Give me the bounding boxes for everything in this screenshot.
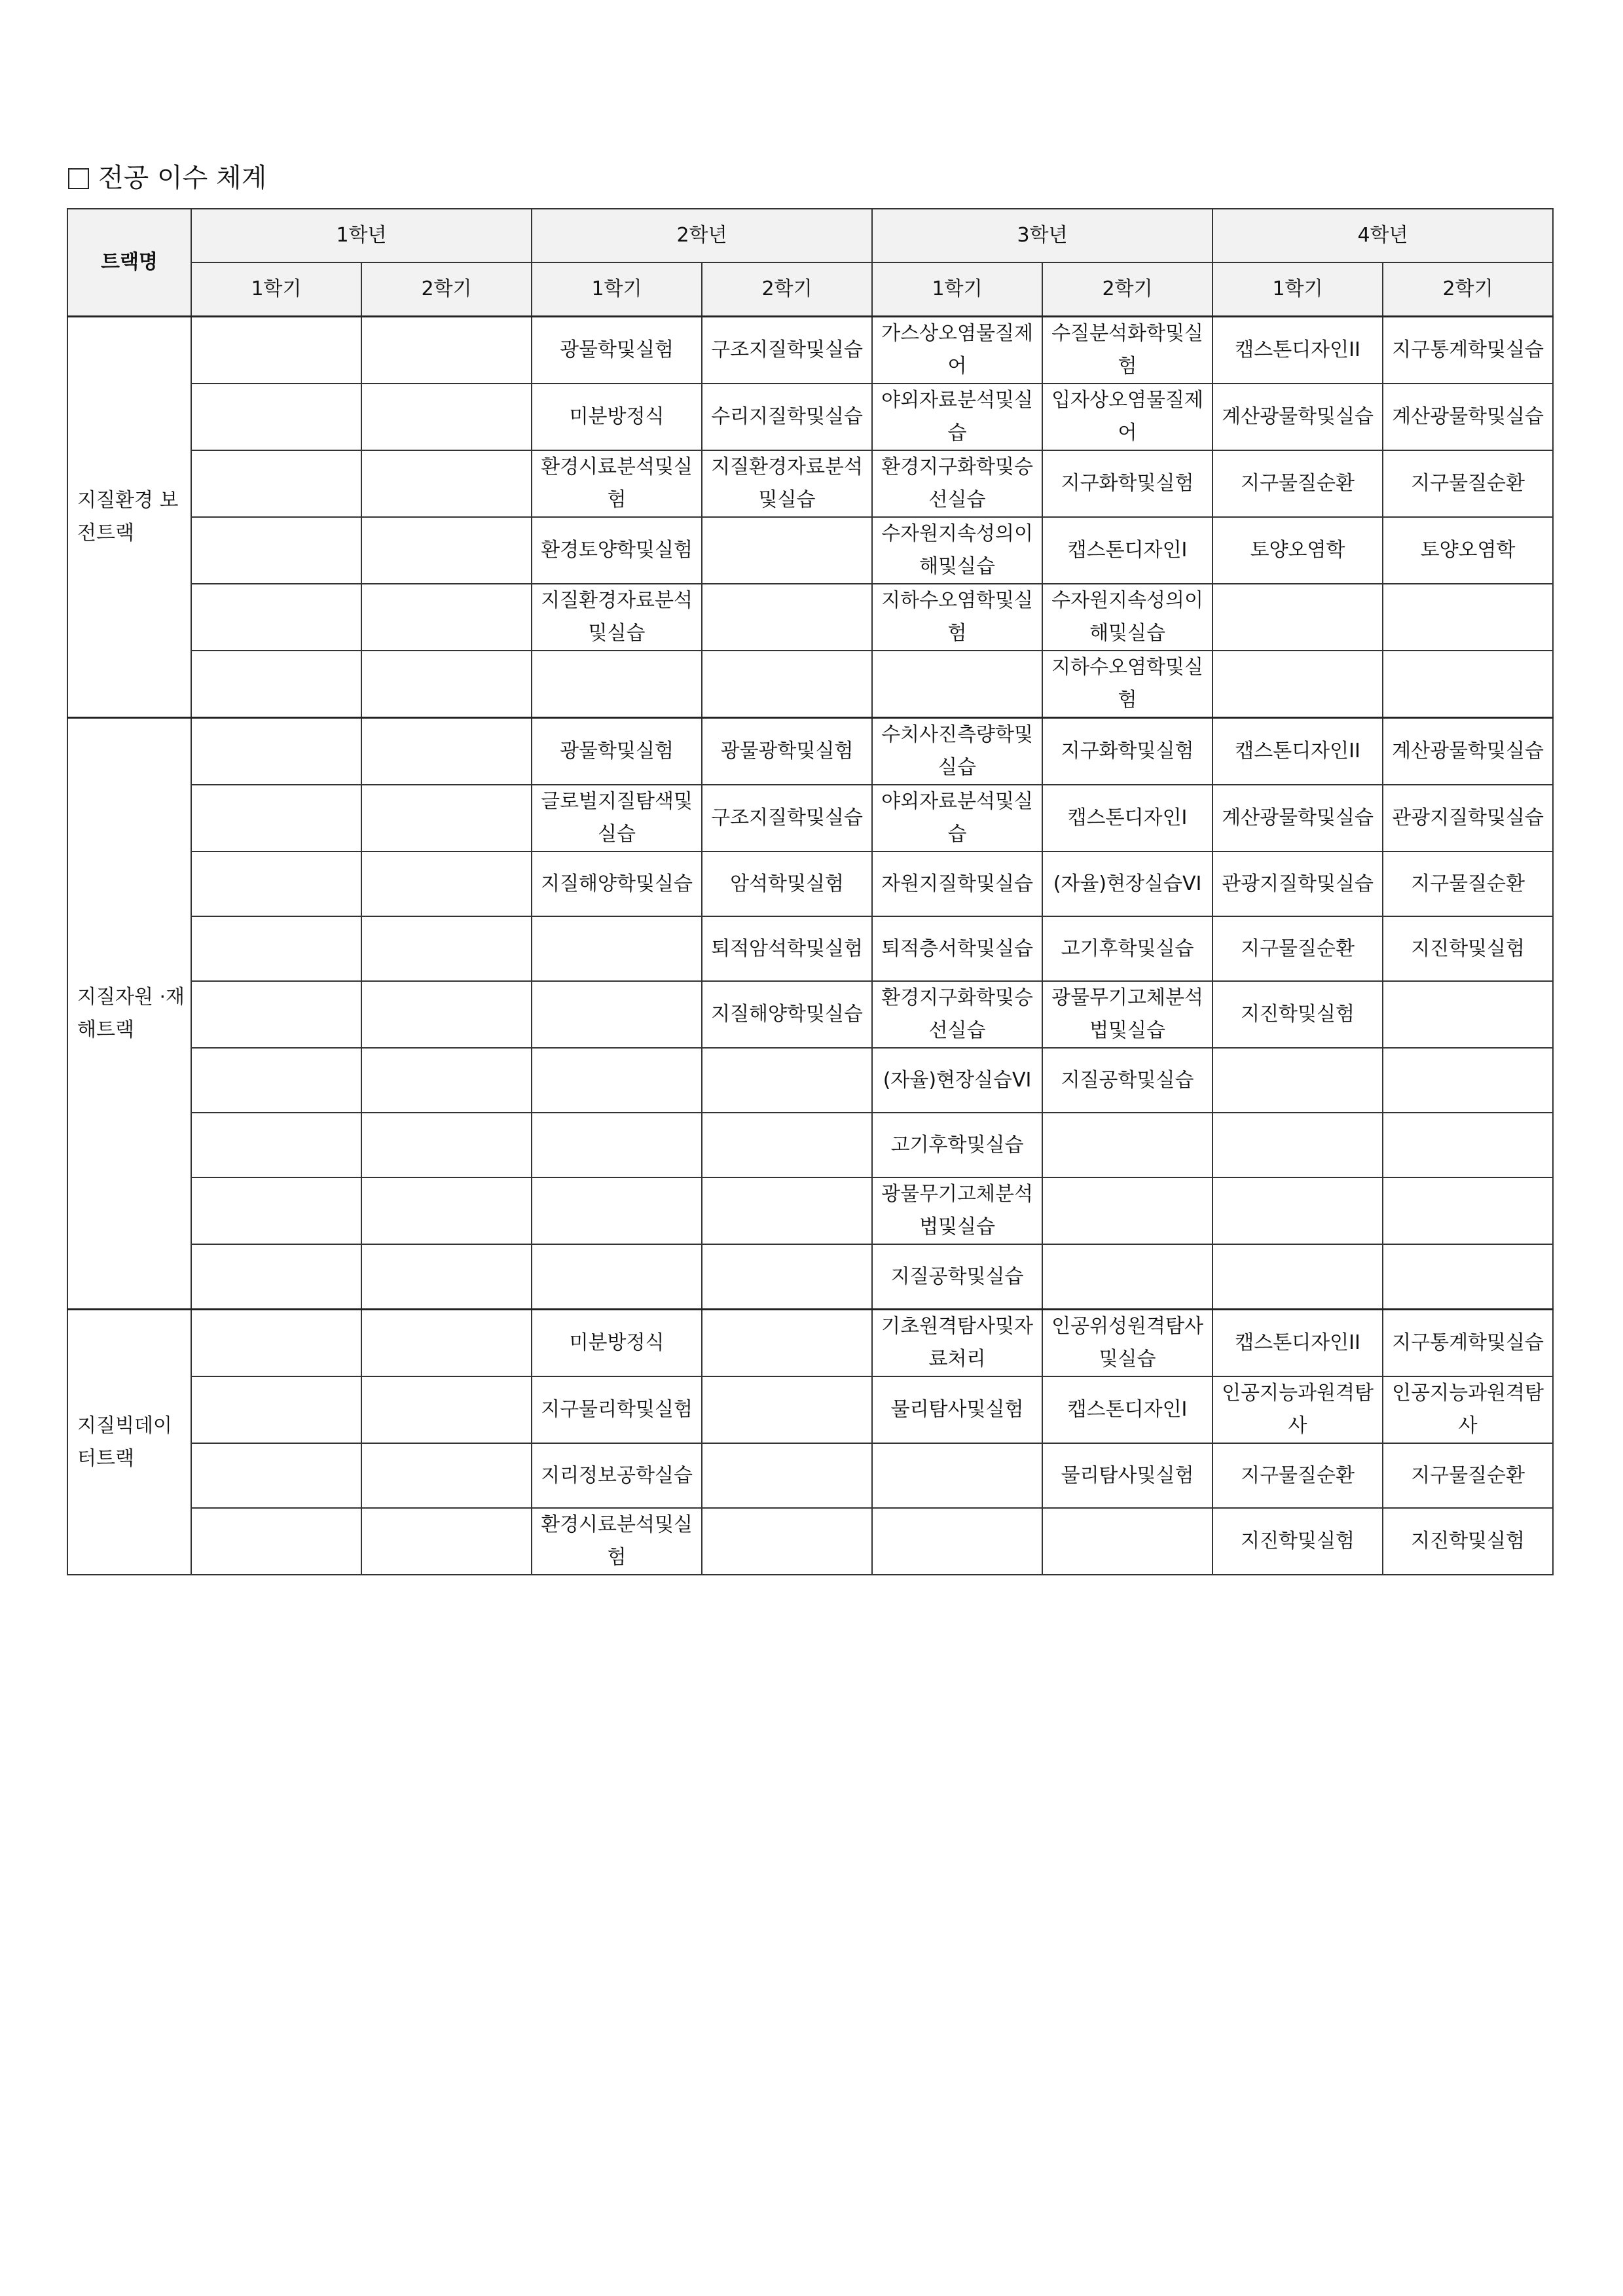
semester-header: 2학기 [702, 262, 872, 317]
course-cell: 캡스톤디자인I [1042, 517, 1213, 584]
course-cell [702, 1443, 872, 1508]
course-cell: 지질공학및실습 [872, 1244, 1042, 1310]
course-cell [532, 981, 702, 1048]
course-cell [191, 1443, 361, 1508]
course-cell [191, 517, 361, 584]
course-cell [532, 916, 702, 981]
course-cell: 지구화학및실험 [1042, 450, 1213, 517]
course-cell [1042, 1113, 1213, 1177]
course-cell [361, 1443, 532, 1508]
course-cell: (자율)현장실습VI [1042, 852, 1213, 916]
table-row [67, 1310, 1553, 1377]
course-cell [1042, 1177, 1213, 1244]
table-row [67, 651, 1553, 718]
course-cell [191, 1048, 361, 1113]
course-cell [191, 317, 361, 384]
course-cell [361, 517, 532, 584]
course-cell: 지하수오염학및실험 [1042, 651, 1213, 718]
table-row [67, 718, 1553, 785]
course-cell [702, 1177, 872, 1244]
track-name-cell: 지질자원 ·재해트랙 [67, 718, 191, 1310]
course-cell [1213, 1048, 1383, 1113]
course-cell: 캡스톤디자인II [1213, 1310, 1383, 1377]
course-cell: 지리정보공학실습 [532, 1443, 702, 1508]
course-cell: 암석학및실험 [702, 852, 872, 916]
course-cell: 지구물질순환 [1383, 1443, 1553, 1508]
course-cell [702, 651, 872, 718]
course-cell: 지질해양학및실습 [532, 852, 702, 916]
course-cell: 지구물리학및실험 [532, 1376, 702, 1443]
course-cell [1042, 1508, 1213, 1575]
course-cell [361, 1113, 532, 1177]
course-cell: 환경지구화학및승선실습 [872, 450, 1042, 517]
page-heading [68, 160, 266, 196]
table-body [67, 317, 1553, 1575]
course-cell: 환경시료분석및실험 [532, 1508, 702, 1575]
track-name-cell: 지질빅데이터트랙 [67, 1310, 191, 1575]
course-cell: 퇴적층서학및실습 [872, 916, 1042, 981]
course-cell [361, 785, 532, 852]
course-cell: 구조지질학및실습 [702, 785, 872, 852]
course-cell [361, 1508, 532, 1575]
table-row [67, 785, 1553, 852]
course-cell: 수치사진측량학및실습 [872, 718, 1042, 785]
course-cell: 입자상오염물질제어 [1042, 384, 1213, 450]
course-cell: 캡스톤디자인I [1042, 1376, 1213, 1443]
course-cell [702, 1376, 872, 1443]
year-header-row [67, 209, 1553, 262]
course-cell: 지구물질순환 [1383, 852, 1553, 916]
course-cell [191, 584, 361, 651]
table-row [67, 1508, 1553, 1575]
course-cell: 고기후학및실습 [1042, 916, 1213, 981]
course-cell: 환경시료분석및실험 [532, 450, 702, 517]
course-cell [191, 1508, 361, 1575]
track-name-cell: 지질환경 보전트랙 [67, 317, 191, 718]
course-cell: 지구물질순환 [1383, 450, 1553, 517]
course-cell [532, 1048, 702, 1113]
course-cell [361, 651, 532, 718]
semester-header: 1학기 [191, 262, 361, 317]
course-cell: 인공위성원격탐사및실습 [1042, 1310, 1213, 1377]
table-row [67, 852, 1553, 916]
course-cell: 미분방정식 [532, 384, 702, 450]
course-cell [702, 1244, 872, 1310]
course-cell [872, 651, 1042, 718]
semester-header: 2학기 [361, 262, 532, 317]
course-cell [702, 1508, 872, 1575]
course-cell [1383, 1244, 1553, 1310]
course-cell: 지질공학및실습 [1042, 1048, 1213, 1113]
course-cell: 캡스톤디자인II [1213, 718, 1383, 785]
course-cell [532, 651, 702, 718]
course-cell [532, 1113, 702, 1177]
course-cell [1213, 1113, 1383, 1177]
table-row [67, 584, 1553, 651]
course-cell [191, 450, 361, 517]
course-cell [191, 384, 361, 450]
course-cell: 광물무기고체분석법및실습 [872, 1177, 1042, 1244]
course-cell [702, 1113, 872, 1177]
course-cell [872, 1443, 1042, 1508]
course-cell: 지구물질순환 [1213, 1443, 1383, 1508]
course-cell: 자원지질학및실습 [872, 852, 1042, 916]
course-cell: 지진학및실험 [1213, 981, 1383, 1048]
course-cell: 지질환경자료분석및실습 [702, 450, 872, 517]
course-cell: 관광지질학및실습 [1383, 785, 1553, 852]
course-cell: 수자원지속성의이해및실습 [1042, 584, 1213, 651]
course-cell [702, 1048, 872, 1113]
table-row [67, 1244, 1553, 1310]
course-cell [191, 785, 361, 852]
track-name-header: 트랙명 [67, 209, 191, 317]
course-cell: 지구통계학및실습 [1383, 317, 1553, 384]
course-cell [361, 584, 532, 651]
year-header: 4학년 [1213, 209, 1553, 262]
course-cell [1213, 1177, 1383, 1244]
course-cell: (자율)현장실습VI [872, 1048, 1042, 1113]
course-cell [1213, 1244, 1383, 1310]
course-cell [361, 317, 532, 384]
table-row [67, 517, 1553, 584]
course-cell: 캡스톤디자인I [1042, 785, 1213, 852]
course-cell [191, 916, 361, 981]
course-cell [702, 1310, 872, 1377]
table-row [67, 384, 1553, 450]
course-cell [361, 718, 532, 785]
course-cell: 계산광물학및실습 [1383, 384, 1553, 450]
course-cell: 지진학및실험 [1383, 1508, 1553, 1575]
course-cell [361, 1376, 532, 1443]
course-cell [1213, 584, 1383, 651]
course-cell: 환경토양학및실험 [532, 517, 702, 584]
semester-header-row [67, 262, 1553, 317]
course-cell [361, 1048, 532, 1113]
semester-header: 2학기 [1383, 262, 1553, 317]
course-cell [361, 916, 532, 981]
course-cell: 미분방정식 [532, 1310, 702, 1377]
course-cell: 광물광학및실험 [702, 718, 872, 785]
course-cell: 지질해양학및실습 [702, 981, 872, 1048]
page-title: 전공 이수 체계 [98, 163, 267, 193]
course-cell: 지진학및실험 [1213, 1508, 1383, 1575]
course-cell [191, 981, 361, 1048]
course-cell: 캡스톤디자인II [1213, 317, 1383, 384]
course-cell: 야외자료분석및실습 [872, 785, 1042, 852]
course-cell [1383, 1048, 1553, 1113]
course-cell [1383, 1177, 1553, 1244]
course-cell: 기초원격탐사및자료처리 [872, 1310, 1042, 1377]
checkbox-square-icon [68, 168, 89, 189]
course-cell: 환경지구화학및승선실습 [872, 981, 1042, 1048]
course-cell [361, 384, 532, 450]
course-cell [361, 1310, 532, 1377]
course-cell: 퇴적암석학및실험 [702, 916, 872, 981]
course-cell: 수질분석화학및실험 [1042, 317, 1213, 384]
course-cell [191, 651, 361, 718]
course-cell: 계산광물학및실습 [1383, 718, 1553, 785]
course-cell: 고기후학및실습 [872, 1113, 1042, 1177]
course-cell: 물리탐사및실험 [1042, 1443, 1213, 1508]
course-cell: 토양오염학 [1213, 517, 1383, 584]
course-cell: 지진학및실험 [1383, 916, 1553, 981]
course-cell: 가스상오염물질제어 [872, 317, 1042, 384]
course-cell [532, 1177, 702, 1244]
course-cell [191, 1310, 361, 1377]
course-cell [532, 1244, 702, 1310]
course-cell [361, 450, 532, 517]
course-cell [1383, 981, 1553, 1048]
course-cell [191, 1177, 361, 1244]
table-row [67, 1376, 1553, 1443]
course-cell: 광물학및실험 [532, 317, 702, 384]
course-cell [191, 1244, 361, 1310]
course-cell: 관광지질학및실습 [1213, 852, 1383, 916]
semester-header: 2학기 [1042, 262, 1213, 317]
course-cell: 글로벌지질탐색및실습 [532, 785, 702, 852]
table-row [67, 317, 1553, 384]
year-header: 1학년 [191, 209, 532, 262]
course-cell: 지하수오염학및실험 [872, 584, 1042, 651]
table-row [67, 916, 1553, 981]
course-cell [702, 517, 872, 584]
course-cell: 야외자료분석및실습 [872, 384, 1042, 450]
semester-header: 1학기 [1213, 262, 1383, 317]
course-cell [1383, 584, 1553, 651]
course-cell [361, 852, 532, 916]
course-cell [872, 1508, 1042, 1575]
table-row [67, 981, 1553, 1048]
semester-header: 1학기 [532, 262, 702, 317]
table-row [67, 1443, 1553, 1508]
year-header: 3학년 [872, 209, 1213, 262]
course-cell [191, 852, 361, 916]
table-row [67, 1177, 1553, 1244]
semester-header: 1학기 [872, 262, 1042, 317]
course-cell: 물리탐사및실험 [872, 1376, 1042, 1443]
course-cell: 지구화학및실험 [1042, 718, 1213, 785]
table-row [67, 1048, 1553, 1113]
course-cell: 광물무기고체분석법및실습 [1042, 981, 1213, 1048]
course-cell [191, 1376, 361, 1443]
course-cell [1213, 651, 1383, 718]
table-row [67, 450, 1553, 517]
year-header: 2학년 [532, 209, 872, 262]
course-cell [1383, 1113, 1553, 1177]
course-cell: 구조지질학및실습 [702, 317, 872, 384]
curriculum-table [67, 208, 1554, 1575]
course-cell [191, 1113, 361, 1177]
course-cell [1383, 651, 1553, 718]
course-cell [702, 584, 872, 651]
table-header [67, 209, 1553, 317]
table-row [67, 1113, 1553, 1177]
course-cell: 지구통계학및실습 [1383, 1310, 1553, 1377]
course-cell: 지질환경자료분석및실습 [532, 584, 702, 651]
course-cell: 지구물질순환 [1213, 450, 1383, 517]
course-cell [191, 718, 361, 785]
course-cell: 광물학및실험 [532, 718, 702, 785]
course-cell [361, 981, 532, 1048]
course-cell: 인공지능과원격탐사 [1213, 1376, 1383, 1443]
course-cell: 계산광물학및실습 [1213, 384, 1383, 450]
course-cell [361, 1244, 532, 1310]
course-cell [1042, 1244, 1213, 1310]
course-cell [361, 1177, 532, 1244]
course-cell: 수자원지속성의이해및실습 [872, 517, 1042, 584]
course-cell: 계산광물학및실습 [1213, 785, 1383, 852]
course-cell: 수리지질학및실습 [702, 384, 872, 450]
course-cell: 지구물질순환 [1213, 916, 1383, 981]
course-cell: 인공지능과원격탐사 [1383, 1376, 1553, 1443]
course-cell: 토양오염학 [1383, 517, 1553, 584]
